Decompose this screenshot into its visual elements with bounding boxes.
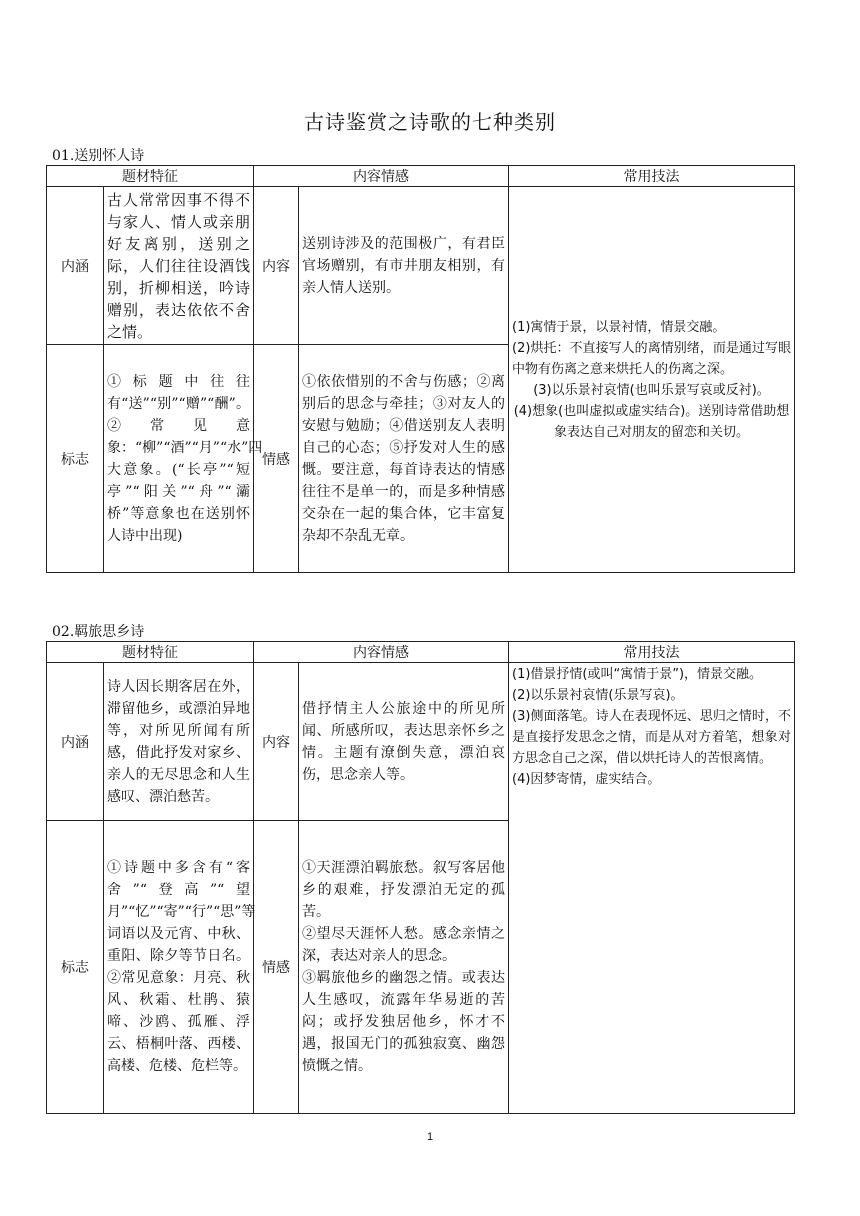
marker-text: ①标题中往往有“送”“别”“赠”“酬”。②常见意象：“柳”“酒”“月”“水”四大意象。(“长亭”“短亭”“阳关”“舟”“灞桥”等意象也在送别怀人诗中出现) (104, 345, 254, 573)
technique-item: (4)想象(也叫虚拟或虚实结合)。送别诗常借助想象表达自己对朋友的留恋和关切。 (513, 403, 790, 440)
page-title: 古诗鉴赏之诗歌的七种类别 (304, 110, 556, 134)
emotion-item: ①天涯漂泊羁旅愁。叙写客居他乡的艰难，抒发漂泊无定的孤苦。 (302, 860, 505, 920)
content-text: 借抒情主人公旅途中的所见所闻、所感所叹，表达思亲怀乡之情。主题有潦倒失意，漂泊哀伤，思念亲人等。 (299, 663, 509, 821)
emotion-item: ②望尽天涯怀人愁。感念亲情之深，表达对亲人的思念。 (302, 926, 505, 964)
emotion-item: ③羁旅他乡的幽怨之情。或表达人生感叹，流露年华易逝的苦闷；或抒发独居他乡，怀才不遇，报国无门的孤独寂寞、幽怨愤慨之情。 (302, 970, 505, 1074)
connotation-text: 古人常常因事不得不与家人、情人或亲朋好友离别，送别之际，人们往往设酒饯别，折柳相送，吟诗赠别，表达依依不舍之情。 (104, 187, 254, 345)
technique-item: (2)烘托：不直接写人的离情别绪，而是通过写眼中物有伤离之意来烘托人的伤离之深。 (512, 340, 791, 377)
technique-item: (4)因梦寄情，虚实结合。 (512, 772, 661, 787)
header-content: 内容情感 (254, 642, 509, 663)
header-content: 内容情感 (254, 166, 509, 187)
category-table-1 (46, 165, 795, 573)
technique-cell (509, 663, 795, 1114)
technique-item: (1)借景抒情(或叫“寓情于景”)，情景交融。 (512, 667, 763, 682)
technique-item: (1)寓情于景，以景衬情，情景交融。 (512, 319, 726, 335)
marker-text: ①诗题中多含有“客舍”“登高”“望月”“忆”“寄”“行”“思”等词语以及元宵、中秋、重阳、除夕等节日名。②常见意象：月亮、秋风、秋霜、杜鹃、猿啼、沙鸥、孤雁、浮云、梧桐叶落、西楼、高楼、危楼、危栏等。 (104, 821, 254, 1114)
row-label-content: 内容 (254, 663, 299, 821)
header-technique: 常用技法 (509, 642, 795, 663)
technique-item: (3)以乐景衬哀情(也叫乐景写哀或反衬)。 (533, 382, 770, 398)
emotion-text: ①依依惜别的不舍与伤感；②离别后的思念与牵挂；③对友人的安慰与勉励；④借送别友人表明自己的心态；⑤抒发对人生的感慨。要注意，每首诗表达的情感往往不是单一的，而是多种情感交杂在一起的集合体，它丰富复杂却不杂乱无章。 (299, 345, 509, 573)
header-theme: 题材特征 (47, 642, 254, 663)
row-label-emotion: 情感 (254, 345, 299, 573)
emotion-text (299, 821, 509, 1114)
technique-cell (509, 187, 795, 573)
header-theme: 题材特征 (47, 166, 254, 187)
row-label-marker: 标志 (47, 821, 104, 1114)
row-label-connotation: 内涵 (47, 187, 104, 345)
row-label-emotion: 情感 (254, 821, 299, 1114)
content-text: 送别诗涉及的范围极广，有君臣官场赠别，有市井朋友相别，有亲人情人送别。 (299, 187, 509, 345)
technique-item: (2)以乐景衬哀情(乐景写哀)。 (512, 688, 684, 703)
section-heading: 01.送别怀人诗 (52, 148, 145, 164)
connotation-text: 诗人因长期客居在外，滞留他乡，或漂泊异地等，对所见所闻有所感，借此抒发对家乡、亲人的无尽思念和人生感叹、漂泊愁苦。 (104, 663, 254, 821)
category-table-2 (46, 641, 795, 1114)
section-heading: 02.羁旅思乡诗 (52, 624, 145, 640)
row-label-marker: 标志 (47, 345, 104, 573)
row-label-content: 内容 (254, 187, 299, 345)
page-number: 1 (426, 1131, 434, 1143)
row-label-connotation: 内涵 (47, 663, 104, 821)
technique-item: (3)侧面落笔。诗人在表现怀远、思归之情时，不是直接抒发思念之情，而是从对方着笔，想象对方思念自己之深，借以烘托诗人的苦恨离情。 (512, 709, 791, 766)
header-technique: 常用技法 (509, 166, 795, 187)
